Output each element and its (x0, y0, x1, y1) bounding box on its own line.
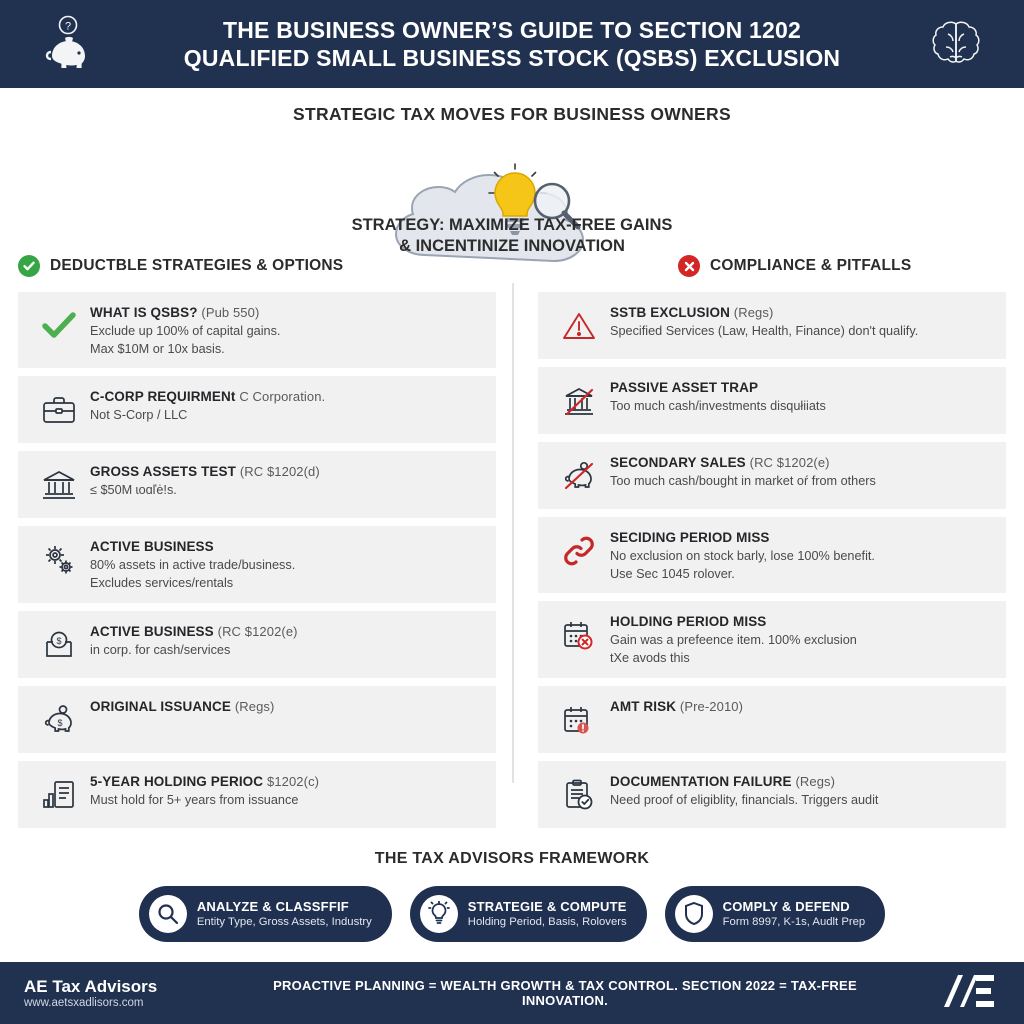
piggy-bank-coin-icon (28, 698, 90, 742)
list-item[interactable] (538, 686, 1006, 753)
chip-sub: Entity Type, Gross Assets, Industry (196, 915, 372, 928)
piggy-bank-crossed-out-icon (548, 454, 610, 498)
calendar-x-icon (548, 613, 610, 657)
list-item[interactable] (18, 761, 496, 828)
footer-brand (0, 977, 250, 1010)
card-sub-line2: Max $10M or 10x basis. (90, 341, 225, 356)
framework-chip-analyze[interactable] (139, 886, 392, 942)
framework-chip-comply[interactable] (665, 886, 886, 942)
footer-brand-url[interactable]: www.aetsxadlisors.com (24, 997, 144, 1010)
svg-text:$: $ (57, 717, 63, 728)
card-title: SECONDARY SALES (610, 455, 746, 470)
list-item[interactable] (18, 611, 496, 678)
framework-chip-strategize[interactable] (410, 886, 647, 942)
svg-text:?: ? (64, 20, 72, 33)
content-columns (0, 253, 1024, 836)
footer-brand-name: AE Tax Advisors (24, 976, 158, 996)
list-item[interactable] (18, 686, 496, 753)
green-checkmark-icon (28, 304, 90, 348)
card-title: HOLDING PERIOD MISS (610, 614, 767, 630)
chip-title: STRATEGIE & COMPUTE (467, 898, 627, 914)
check-circle-icon (18, 255, 40, 277)
card-sub-line1: in corp. for cash/services (90, 642, 231, 657)
cloud-text-line2: & INCENTINIZE INNOVATION (399, 237, 625, 256)
shield-icon (675, 895, 713, 933)
chip-sub: Holding Period, Basis, Rolovers (467, 915, 627, 928)
card-sub-line1: Exclude up 100% of capital gains. (90, 323, 281, 338)
card-title: 5-YEAR HOLDING PERIOC (90, 773, 264, 789)
warning-triangle-icon (548, 304, 610, 348)
card-ref: (Regs) (733, 305, 774, 320)
card-title: ACTIVE BUSINESS (90, 623, 214, 639)
deductible-strategies-column (18, 253, 512, 836)
chip-title: ANALYZE & CLASSFFIF (196, 898, 349, 914)
card-ref: (Regs) (234, 698, 275, 714)
card-title: SSTB EXCLUSION (610, 305, 730, 320)
broken-chain-link-icon (548, 529, 610, 573)
lightbulb-icon (420, 895, 458, 933)
piggy-bank-question-icon (38, 14, 98, 74)
bank-building-icon (28, 463, 90, 507)
brain-icon (926, 14, 986, 74)
list-item[interactable] (538, 761, 1006, 828)
framework-title: THE TAX ADVISORS FRAMEWORK (374, 849, 650, 867)
list-item[interactable] (18, 376, 496, 443)
card-title: DOCUMENTATION FAILURE (610, 773, 792, 789)
card-title: GROSS ASSETS TEST (90, 464, 236, 480)
list-item[interactable] (538, 517, 1006, 593)
money-envelope-icon (28, 623, 90, 667)
card-sub-line2: tXe avods this (610, 651, 690, 666)
cloud-text (302, 215, 722, 258)
list-item[interactable] (538, 367, 1006, 434)
x-circle-icon (678, 255, 700, 277)
list-item[interactable] (538, 601, 1006, 677)
card-sub-line1: No exclusion on stock barly, lose 100% benefit. (610, 548, 875, 563)
clipboard-check-icon (548, 773, 610, 817)
card-sub-line1: Too much cash/investments disqułiiats (610, 398, 826, 413)
chip-title: COMPLY & DEFEND (722, 898, 850, 914)
header-title-line2: QUALIFIED SMALL BUSINESS STOCK (QSBS) EXCLUSION (183, 45, 841, 71)
list-item[interactable] (538, 442, 1006, 509)
card-title: PASSIVE ASSET TRAP (610, 380, 759, 395)
page-title (184, 16, 840, 72)
framework-chips (0, 886, 1024, 942)
card-ref: (RC $1202(d) (239, 464, 320, 480)
card-title: C-CORP REQUIRMENt (90, 389, 236, 405)
ae-monogram-logo (940, 973, 1024, 1014)
card-title: SECIDING PERIOD MISS (610, 530, 770, 545)
card-sub-line1: Specified Services (Law, Health, Finance) don't qualify. (610, 323, 919, 338)
card-sub-line1: Gain was a prefeence item. 100% exclusion (610, 633, 857, 648)
column-divider (512, 283, 514, 783)
card-title: ACTIVE BUSINESS (90, 539, 214, 555)
card-ref: (Pub 550) (201, 305, 260, 320)
list-item[interactable] (538, 292, 1006, 359)
left-column-label: DEDUCTBLE STRATEGIES & OPTIONS (50, 257, 344, 274)
list-item[interactable] (18, 526, 496, 602)
calendar-alert-icon (548, 698, 610, 742)
card-sub-line1: Need proof of eligiblity, financials. Triggers audit (610, 792, 879, 807)
briefcase-icon (28, 388, 90, 432)
list-item[interactable] (18, 292, 496, 368)
card-sub-line2: Use Sec 1045 rolover. (610, 566, 735, 581)
gears-icon (28, 538, 90, 582)
card-ref: (Pre-2010) (679, 698, 744, 714)
right-column-label: COMPLIANCE & PITFALLS (710, 257, 912, 274)
card-sub-line1: ≤ $50M ɩoɑľė!s. (90, 483, 177, 498)
compliance-pitfalls-column (512, 253, 1006, 836)
card-sub-line1: Must hold for 5+ years from issuance (90, 792, 299, 807)
header-title-line1: THE BUSINESS OWNER’S GUIDE TO SECTION 1202 (223, 16, 801, 43)
card-ref: C Corporation. (239, 389, 326, 405)
strategy-cloud (0, 127, 1024, 267)
card-title: WHAT IS QSBS? (90, 305, 198, 320)
bank-crossed-out-icon (548, 379, 610, 423)
svg-text:$: $ (56, 635, 62, 646)
card-title: ORIGINAL ISSUANCE (90, 698, 231, 714)
document-chart-icon (28, 773, 90, 817)
magnifier-icon (149, 895, 187, 933)
card-title: AMT RISK (610, 698, 677, 714)
card-ref: (RC $1202(e) (217, 623, 298, 639)
card-ref: $1202(c) (266, 773, 320, 789)
footer-tagline: PROACTIVE PLANNING = WEALTH GROWTH & TAX CONTROL. SECTION 2022 = TAX-FREE INNOVATION. (273, 978, 857, 1008)
card-sub-line1: 80% assets in active trade/business. (90, 558, 296, 573)
card-sub-line1: Not S-Corp / LLC (90, 408, 188, 423)
card-sub-line1: Too much cash/bought in market oŕ from others (610, 473, 876, 488)
card-ref: (Regs) (795, 773, 836, 789)
section-subtitle: STRATEGIC TAX MOVES FOR BUSINESS OWNERS (293, 104, 731, 124)
list-item[interactable] (18, 451, 496, 518)
card-ref: (RC $1202(e) (749, 455, 830, 470)
card-sub-line2: Excludes services/rentals (90, 576, 234, 591)
page-footer (0, 960, 1024, 1024)
chip-sub: Form 8997, K-1s, Audlt Prep (722, 915, 866, 928)
page-header (0, 0, 1024, 90)
cloud-text-line1: STRATEGY: MAXIMIZE TAX-FREE GAINS (351, 216, 673, 234)
